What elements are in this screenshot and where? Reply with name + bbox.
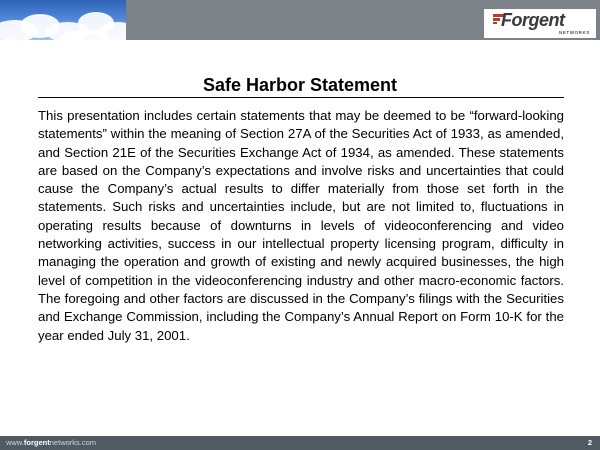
footer-url-suffix: networks.com [49,438,97,447]
logo-subtext: NETWORKS [558,30,590,35]
forgent-logo [484,9,596,38]
footer-website [6,437,96,449]
footer-bar [0,436,600,450]
footer-url-brand: forgent [23,438,50,447]
title-divider [38,97,564,98]
page-number: 2 [587,438,592,447]
logo-wordmark: Forgent [501,10,565,30]
slide-title: Safe Harbor Statement [202,75,398,95]
sky-clouds-image [0,0,126,40]
safe-harbor-body: This presentation includes certain statements that may be deemed to be “forward-looking statements” within the meaning of Section 27A of the Securities Act of 1933, as amended, and Section 21E of the Securities Exchange Act of 1934, as amended. These statements are based on the Company’s expectations and involve risks and uncertainties that could cause the Company’s actual results to differ materially from those set forth in the statements. Such risks and uncertainties include, but are not limited to, fluctuations in operating results because of downturns in levels of videoconferencing and video networking activities, success in our intellectual property licensing program, difficulty in managing the operation and growth of existing and newly acquired businesses, the high level of competition in the videoconferencing industry and other macro-economic factors. The foregoing and other factors are discussed in the Company’s filings with the Securities and Exchange Commission, including the Company’s Annual Report on Form 10-K for the year ended July 31, 2001. [38,108,564,343]
footer-url-prefix: www. [6,438,24,447]
header-band [0,0,600,40]
